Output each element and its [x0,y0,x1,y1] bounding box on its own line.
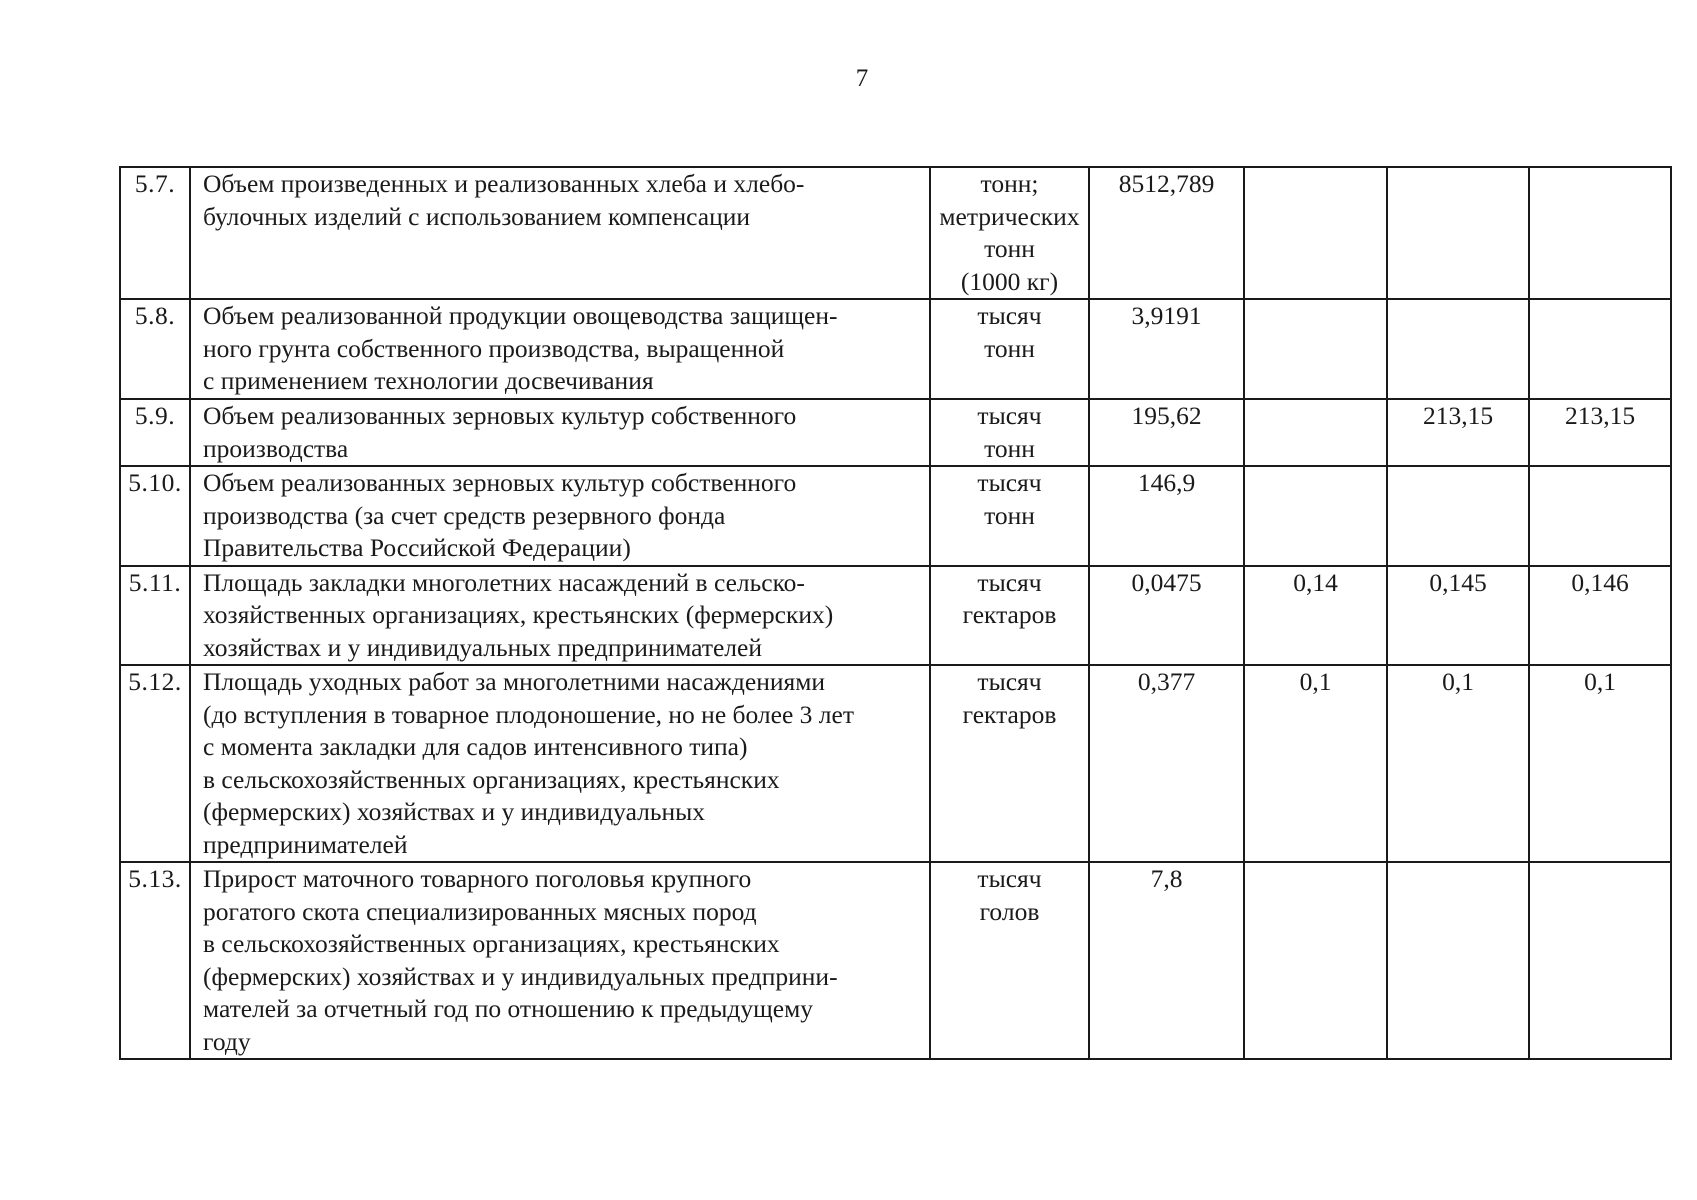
unit-line: гектаров [962,600,1057,629]
indicator-name-line: Площадь уходных работ за многолетними насаждениями [203,667,826,696]
row-number: 5.8. [120,299,190,399]
unit-cell [930,466,1089,566]
value-cell: 0,1 [1244,665,1387,862]
row-number: 5.11. [120,566,190,666]
indicator-name [190,399,930,466]
indicator-name-line: Объем реализованной продукции овощеводства защищен- [203,301,838,330]
value-cell [1387,466,1529,566]
indicator-name-line: Объем реализованных зерновых культур собственного [203,468,797,497]
value-cell [1529,299,1671,399]
unit-line: тонн [984,433,1035,463]
indicator-name-line: хозяйствах и у индивидуальных предпринимателей [203,632,762,662]
indicator-name-line: с применением технологии досвечивания [203,366,654,395]
indicator-name [190,299,930,399]
unit-line: тонн [984,333,1035,363]
indicator-name-line: ного грунта собственного производства, выращенной [203,333,785,363]
unit-line: тонн [984,500,1035,530]
unit-cell [930,399,1089,466]
indicator-name-line: с момента закладки для садов интенсивного типа) [203,732,748,761]
indicator-name [190,665,930,862]
indicator-name-line: (до вступления в товарное плодоношение, но не более 3 лет [203,699,854,729]
unit-line: тысяч [977,667,1042,696]
indicator-name-line: рогатого скота специализированных мясных пород [203,896,757,926]
unit-line: тысяч [977,567,1042,597]
page-number: 7 [855,65,869,92]
value-cell: 0,377 [1089,665,1244,862]
unit-cell [930,566,1089,666]
value-cell: 3,9191 [1089,299,1244,399]
value-cell [1529,167,1671,299]
value-cell: 0,14 [1244,566,1387,666]
row-number: 5.10. [120,466,190,566]
indicator-name-line: производства [203,433,349,463]
indicator-name-line: хозяйственных организациях, крестьянских (фермерских) [203,600,834,629]
unit-line: тысяч [977,301,1042,330]
indicator-name-line: Прирост маточного товарного поголовья крупного [203,864,752,893]
value-cell: 146,9 [1089,466,1244,566]
value-cell: 0,146 [1529,566,1671,666]
table-row [120,466,1671,566]
row-number: 5.9. [120,399,190,466]
table-row [120,862,1671,1059]
row-number: 5.13. [120,862,190,1059]
indicator-name-line: Объем реализованных зерновых культур собственного [203,401,797,430]
unit-cell [930,862,1089,1059]
unit-line: тонн [984,234,1035,263]
unit-cell [930,665,1089,862]
value-cell: 213,15 [1529,399,1671,466]
indicator-name-line: производства (за счет средств резервного фонда [203,500,726,530]
value-cell [1244,167,1387,299]
indicator-name-line: в сельскохозяйственных организациях, крестьянских [203,764,780,794]
indicator-name-line: (фермерских) хозяйствах и у индивидуальных [203,797,706,826]
value-cell [1529,862,1671,1059]
table-row [120,665,1671,862]
value-cell: 0,145 [1387,566,1529,666]
indicator-name [190,466,930,566]
indicator-name-line: году [203,1026,251,1056]
indicator-name [190,566,930,666]
indicator-name [190,862,930,1059]
unit-line: тысяч [977,401,1042,430]
value-cell: 0,1 [1387,665,1529,862]
value-cell: 195,62 [1089,399,1244,466]
indicator-name-line: в сельскохозяйственных организациях, крестьянских [203,929,780,958]
indicator-name-line: предпринимателей [203,829,408,859]
value-cell [1387,862,1529,1059]
value-cell [1387,167,1529,299]
value-cell: 7,8 [1089,862,1244,1059]
unit-line: гектаров [962,699,1057,729]
value-cell [1244,862,1387,1059]
unit-cell [930,299,1089,399]
value-cell [1244,299,1387,399]
row-number: 5.7. [120,167,190,299]
value-cell [1244,399,1387,466]
indicator-name-line: Правительства Российской Федерации) [203,533,631,562]
row-number: 5.12. [120,665,190,862]
value-cell: 8512,789 [1089,167,1244,299]
indicator-name-line: Площадь закладки многолетних насаждений в сельско- [203,567,805,597]
indicators-table [119,166,1672,1060]
indicator-name-line: мателей за отчетный год по отношению к предыдущему [203,994,813,1023]
table-row [120,167,1671,299]
table-row [120,299,1671,399]
unit-line: голов [979,896,1040,926]
indicator-name-line: (фермерских) хозяйствах и у индивидуальных предприни- [203,961,838,991]
unit-line: тысяч [977,864,1042,893]
value-cell: 0,1 [1529,665,1671,862]
table-row [120,566,1671,666]
value-cell: 213,15 [1387,399,1529,466]
unit-line: метрических [939,201,1080,231]
unit-cell [930,167,1089,299]
indicator-name-line: булочных изделий с использованием компенсации [203,201,751,231]
unit-line: тонн; [980,169,1039,198]
unit-line: (1000 кг) [960,266,1059,296]
indicator-name [190,167,930,299]
value-cell [1244,466,1387,566]
indicator-name-line: Объем произведенных и реализованных хлеба и хлебо- [203,169,805,198]
value-cell [1387,299,1529,399]
value-cell: 0,0475 [1089,566,1244,666]
unit-line: тысяч [977,468,1042,497]
value-cell [1529,466,1671,566]
table-row [120,399,1671,466]
